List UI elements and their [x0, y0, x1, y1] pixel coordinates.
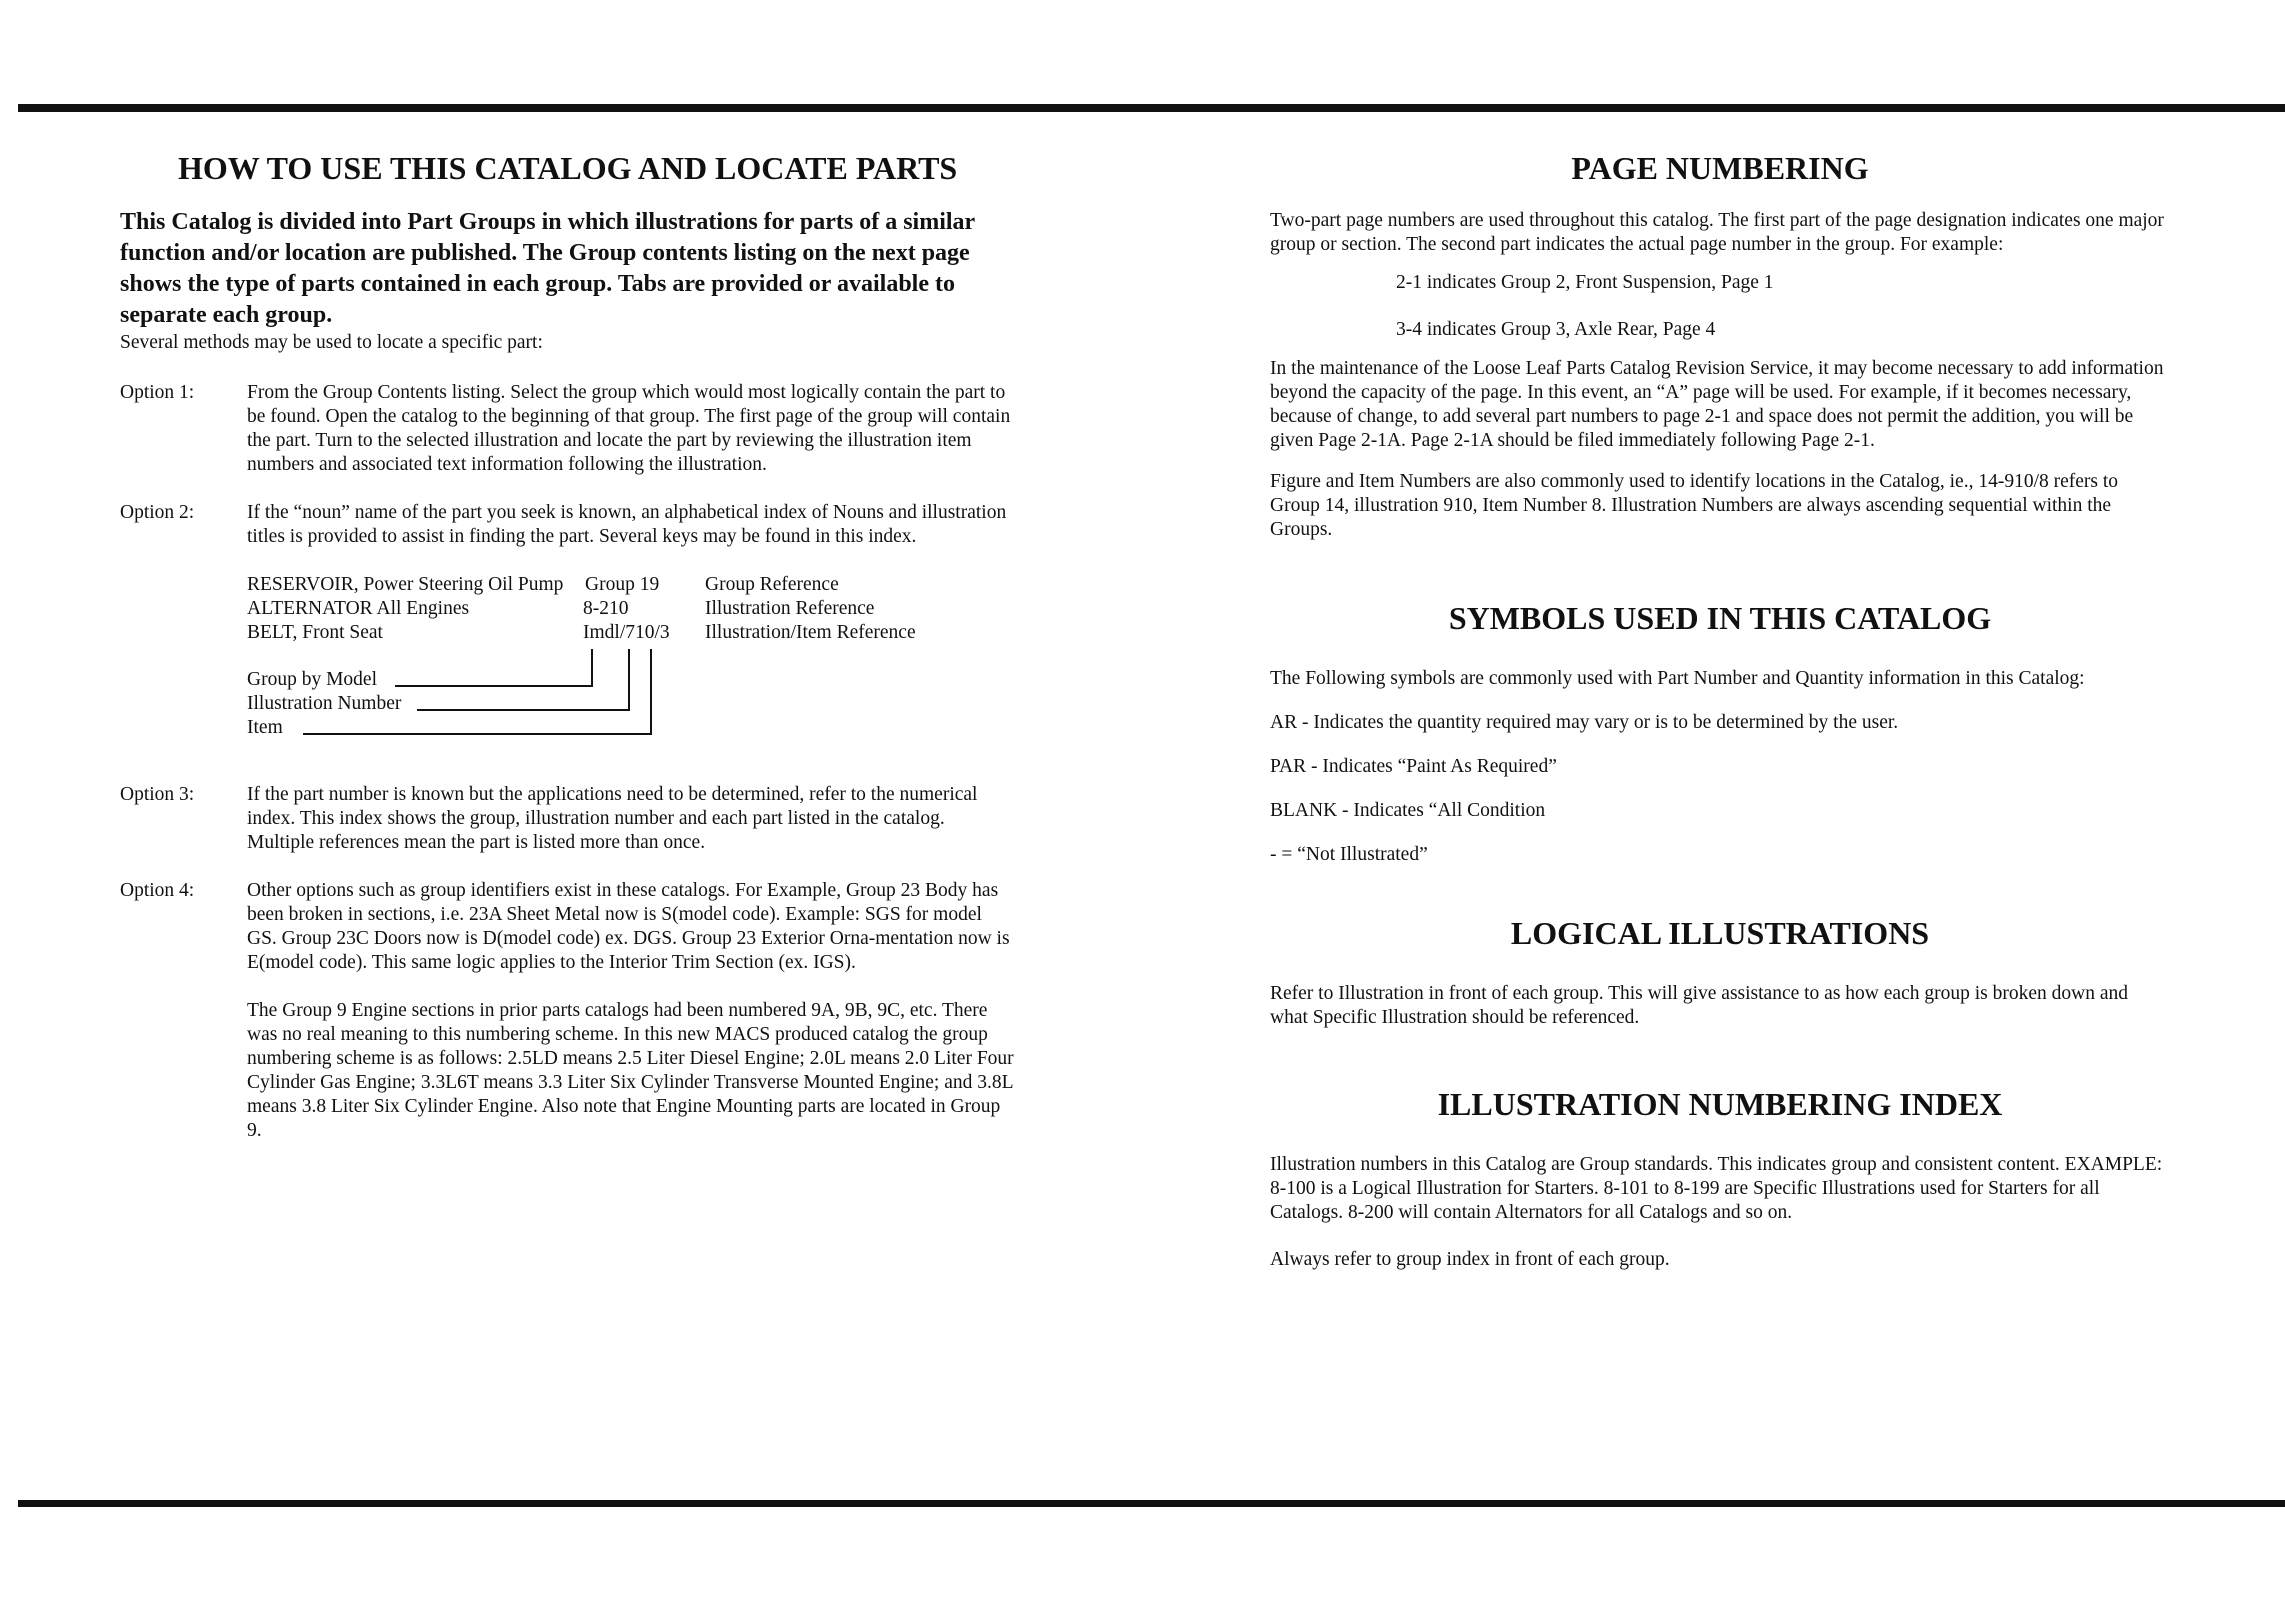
leader-line-illustration-vertical: [628, 649, 630, 711]
legend-item: Item: [247, 717, 283, 738]
leader-line-model-vertical: [591, 649, 593, 687]
page-example-1: 2-1 indicates Group 2, Front Suspension, Page 1: [1396, 272, 1774, 293]
leader-line-illustration: [417, 709, 630, 711]
symbols-intro: The Following symbols are commonly used with Part Number and Quantity information in this Catalog:: [1270, 668, 2085, 689]
option-2-label: Option 2:: [120, 502, 195, 523]
key-name: ALTERNATOR All Engines: [247, 598, 470, 619]
option-4-text: Other options such as group identifiers exist in these catalogs. For Example, Group 23 Body has been broken in sections, i.e. 23A Sheet Metal now is S(model code). Example: SGS for model GS. Group 23C Doors now is D(model code) ex. DGS. Group 23 Exterior Orna-mentation now is E(model code). This same logic applies to the Interior Trim Section (ex. IGS).: [247, 880, 1010, 973]
option-2-text: If the “noun” name of the part you seek is known, an alphabetical index of Nouns and illustration titles is provided to assist in finding the part. Several keys may be found in this index.: [247, 502, 1007, 547]
option-4-label: Option 4:: [120, 880, 195, 901]
page-numbering-p3: Figure and Item Numbers are also commonly used to identify locations in the Catalog, ie., 14-910/8 refers to Group 14, illustration 910, Item Number 8. Illustration Numbers are always ascending sequential within the Groups.: [1270, 471, 2119, 540]
logical-illustrations-title: LOGICAL ILLUSTRATIONS: [1510, 915, 1930, 951]
leader-line-item: [303, 733, 652, 735]
option-1-label: Option 1:: [120, 382, 195, 403]
page-numbering-p2: In the maintenance of the Loose Leaf Parts Catalog Revision Service, it may become necessary to add information beyond the capacity of the page. In this event, an “A” page will be used. For example, if it becomes necessary, because of change, to add several part numbers to page 2-1 and space does not permit the addition, you will be given Page 2-1A. Page 2-1A should be filed immediately following Page 2-1.: [1270, 358, 2164, 451]
option-4: [120, 879, 1015, 1143]
option-4-engine-text: The Group 9 Engine sections in prior parts catalogs had been numbered 9A, 9B, 9C, etc. There was no real meaning to this numbering scheme. In this new MACS produced catalog the group numbering scheme is as follows: 2.5LD means 2.5 Liter Diesel Engine; 2.0L means 2.0 Liter Four Cylinder Gas Engine; 3.3L6T means 3.3 Liter Six Cylinder Transverse Mounted Engine; and 3.8L means 3.8 Liter Six Cylinder Engine. Also note that Engine Mounting parts are located in Group 9.: [247, 1000, 1014, 1141]
left-column: [120, 150, 1015, 1143]
key-name: RESERVOIR, Power Steering Oil Pump: [247, 574, 564, 595]
index-keys-example: [247, 573, 1015, 743]
option-3-label: Option 3:: [120, 784, 195, 805]
page-numbering-p1: Two-part page numbers are used throughout this catalog. The first part of the page designation indicates one major group or section. The second part indicates the actual page number in the group. For example:: [1270, 210, 2164, 255]
page-numbering-title: PAGE NUMBERING: [1571, 150, 1869, 186]
illustration-numbering-text-2: Always refer to group index in front of each group.: [1270, 1249, 1670, 1270]
symbol-par: PAR - Indicates “Paint As Required”: [1270, 756, 1557, 777]
page-example-2: 3-4 indicates Group 3, Axle Rear, Page 4: [1396, 319, 1716, 340]
key-ref: Imdl/710/3: [583, 622, 670, 643]
option-3-text: If the part number is known but the applications need to be determined, refer to the numerical index. This index shows the group, illustration number and each part listed in the catalog. Multiple references mean the part is listed more than once.: [247, 784, 978, 853]
symbols-title: SYMBOLS USED IN THIS CATALOG: [1448, 600, 1992, 636]
leader-line-item-vertical: [650, 649, 652, 735]
bottom-rule: [18, 1500, 2285, 1507]
option-3: [120, 783, 1015, 855]
key-ref: 8-210: [583, 598, 629, 619]
legend-group-by-model: Group by Model: [247, 669, 377, 690]
symbol-ar: AR - Indicates the quantity required may vary or is to be determined by the user.: [1270, 712, 1899, 733]
symbol-not-illustrated: - = “Not Illustrated”: [1270, 844, 1428, 865]
key-name: BELT, Front Seat: [247, 622, 383, 643]
option-2: [120, 501, 1015, 743]
page-numbering-examples: [1270, 271, 2170, 342]
top-rule: [18, 104, 2285, 112]
logical-illustrations-text: Refer to Illustration in front of each group. This will give assistance to as how each group is broken down and what Specific Illustration should be referenced.: [1270, 983, 2128, 1028]
key-ref: Group 19: [585, 574, 660, 595]
option-1-text: From the Group Contents listing. Select the group which would most logically contain the part to be found. Open the catalog to the beginning of that group. The first page of the group will contain the part. Turn to the selected illustration and locate the part by reviewing the illustration item numbers and associated text information following the illustration.: [247, 382, 1011, 475]
illustration-numbering-index-title: ILLUSTRATION NUMBERING INDEX: [1437, 1086, 2003, 1122]
illustration-numbering-text: Illustration numbers in this Catalog are Group standards. This indicates group and consistent content. EXAMPLE: 8-100 is a Logical Illustration for Starters. 8-101 to 8-199 are Specific Illustrations used for Starters for all Catalogs. 8-200 will contain Alternators for all Catalogs and so on.: [1270, 1154, 2163, 1223]
intro-bold-text: This Catalog is divided into Part Groups in which illustrations for parts of a similar function and/or location are published. The Group contents listing on the next page shows the type of parts contained in each group. Tabs are provided or available to separate each group.: [120, 209, 975, 328]
key-desc: Group Reference: [705, 574, 839, 595]
leader-line-model: [395, 685, 593, 687]
key-desc: Illustration/Item Reference: [705, 622, 916, 643]
catalog-usage-title: HOW TO USE THIS CATALOG AND LOCATE PARTS: [178, 150, 958, 186]
legend-illustration-number: Illustration Number: [247, 693, 402, 714]
intro-methods-text: Several methods may be used to locate a specific part:: [120, 332, 543, 353]
key-desc: Illustration Reference: [705, 598, 875, 619]
right-column: [1270, 150, 2170, 1272]
symbol-blank: BLANK - Indicates “All Condition: [1270, 800, 1546, 821]
option-1: [120, 381, 1015, 477]
